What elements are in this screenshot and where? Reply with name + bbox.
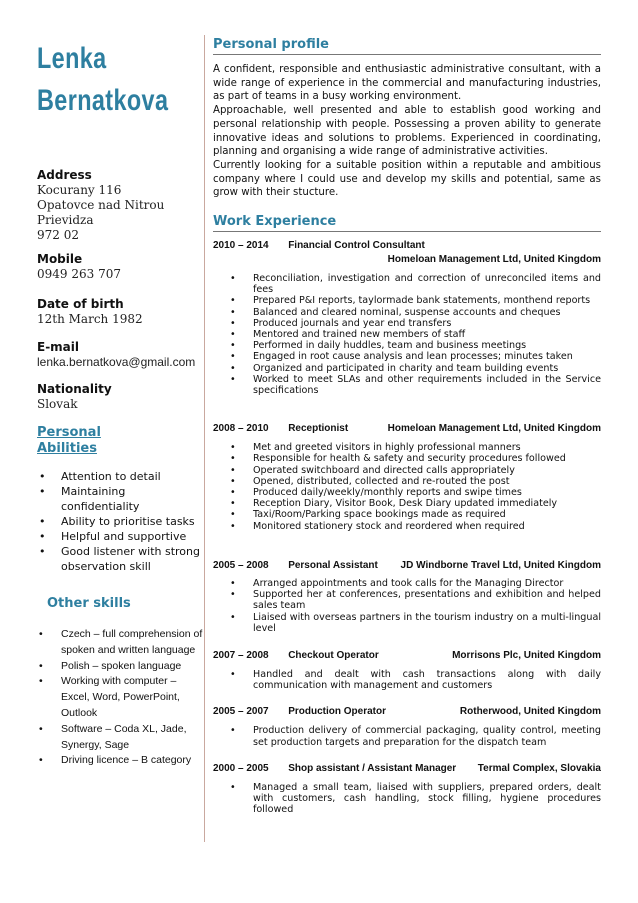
bullet-icon: • <box>230 668 236 680</box>
job-role: Financial Control Consultant <box>288 240 425 252</box>
list-item <box>37 529 202 544</box>
bullet-icon: • <box>230 362 236 374</box>
list-item <box>213 453 601 464</box>
nationality-value: Slovak <box>37 397 78 411</box>
bullet-icon: • <box>230 589 236 601</box>
skill-text: Polish – spoken language <box>61 659 182 672</box>
duty-text: Mentored and trained new members of staff <box>253 329 466 341</box>
profile-paragraph-1: A confident, responsible and enthusiastic administrative consultant, with a wide range of experience in the commercial and manufacturing industries, as part of teams in a busy working environment. <box>213 64 601 103</box>
list-item <box>213 374 601 396</box>
duty-text: Organized and participated in charity and team building events <box>253 362 559 374</box>
job-entry <box>213 422 601 532</box>
job-header <box>213 559 601 573</box>
bullet-icon: • <box>230 273 236 285</box>
bullet-icon: • <box>230 498 236 510</box>
duty-text: Prepared P&I reports, taylormade bank statements, monthend reports <box>253 295 591 307</box>
duty-text: Handled and dealt with cash transactions along with daily communication with management and customers <box>253 668 601 692</box>
duty-text: Balanced and cleared nominal, suspense accounts and cheques <box>253 306 561 318</box>
duty-text: Produced daily/weekly/monthly reports and swipe times <box>253 487 522 499</box>
list-item <box>37 544 202 574</box>
duty-text: Production delivery of commercial packaging, quality control, meeting set production targets and preparation for the dispatch team <box>253 725 601 748</box>
duty-text: Supported her at conferences, presentations and exhibition and helped sales team <box>253 589 601 612</box>
job-role: Receptionist <box>288 423 349 435</box>
bullet-icon: • <box>39 530 46 543</box>
job-duties <box>213 669 601 691</box>
bullet-icon: • <box>230 520 236 532</box>
bullet-icon: • <box>39 675 43 688</box>
duty-text: Monitored stationery stock and reordered when required <box>253 520 525 532</box>
address-line-4: 972 02 <box>37 228 79 242</box>
bullet-icon: • <box>230 295 236 307</box>
list-item <box>213 589 601 611</box>
bullet-icon: • <box>230 475 236 487</box>
bullet-icon: • <box>230 373 236 385</box>
list-item <box>213 318 601 329</box>
personal-abilities-title-line2: Abilities <box>37 441 97 456</box>
dob-label: Date of birth <box>37 297 124 311</box>
skill-text: Czech – full comprehension of spoken and written language <box>61 628 203 656</box>
list-item <box>213 465 601 476</box>
list-item <box>37 674 205 721</box>
duty-text: Operated switchboard and directed calls appropriately <box>253 464 515 476</box>
bullet-icon: • <box>39 515 46 528</box>
list-item <box>213 273 601 295</box>
duty-text: Performed in daily huddles, team and business meetings <box>253 340 527 352</box>
job-company: Homeloan Management Ltd, United Kingdom <box>387 254 601 266</box>
address-line-3: Prievidza <box>37 213 94 227</box>
duty-text: Opened, distributed, collected and re-routed the post <box>253 475 510 487</box>
job-entry <box>213 239 601 396</box>
job-entry <box>213 559 601 634</box>
bullet-icon: • <box>39 485 46 498</box>
address-line-2: Opatovce nad Nitrou <box>37 198 165 212</box>
duty-text: Reconciliation, investigation and correction of unreconciled items and fees <box>253 273 601 296</box>
last-name: Bernatkova <box>37 84 169 117</box>
job-company: JD Windborne Travel Ltd, United Kingdom <box>400 559 601 571</box>
job-header <box>213 239 601 253</box>
duty-text: Managed a small team, liaised with suppliers, prepared orders, dealt with customers, cash handling, stock filling, hygiene procedures followed <box>253 781 601 816</box>
list-item <box>37 659 205 675</box>
bullet-icon: • <box>39 628 43 640</box>
job-entry <box>213 649 601 691</box>
ability-text: Ability to prioritise tasks <box>61 515 195 528</box>
bullet-icon: • <box>230 611 236 623</box>
bullet-icon: • <box>230 306 236 318</box>
job-years: 2005 – 2007 <box>213 706 269 718</box>
list-item <box>213 725 601 747</box>
list-item <box>37 469 202 484</box>
job-role: Shop assistant / Assistant Manager <box>288 762 457 774</box>
job-years: 2000 – 2005 <box>213 762 269 774</box>
job-duties <box>213 725 601 747</box>
bullet-icon: • <box>39 722 43 735</box>
job-header <box>213 762 601 776</box>
email-section <box>37 340 195 370</box>
dob-section <box>37 297 143 327</box>
list-item <box>213 521 601 532</box>
mobile-section <box>37 252 121 282</box>
bullet-icon: • <box>230 317 236 329</box>
ability-text: Maintaining confidentiality <box>61 485 140 513</box>
address-section <box>37 168 164 243</box>
email-value: lenka.bernatkova@gmail.com <box>37 355 196 369</box>
duty-text: Arranged appointments and took calls for the Managing Director <box>253 577 564 589</box>
bullet-icon: • <box>230 725 236 737</box>
mobile-label: Mobile <box>37 252 83 266</box>
bullet-icon: • <box>39 470 46 483</box>
personal-abilities-title-line1: Personal <box>37 425 101 440</box>
list-item <box>37 722 205 754</box>
email-label: E-mail <box>37 340 80 354</box>
bullet-icon: • <box>230 577 236 589</box>
profile-paragraph-2: Approachable, well presented and able to establish good working and personal relationship with people. Possessing a proven ability to generate innovative ideas and solutions to problems. Experienced in coordinating, planning and organising a wide range of administrative activities. <box>213 105 601 158</box>
job-years: 2010 – 2014 <box>213 240 269 252</box>
ability-text: Helpful and supportive <box>61 530 187 543</box>
list-item <box>213 669 601 691</box>
bullet-icon: • <box>39 754 43 767</box>
job-years: 2005 – 2008 <box>213 559 269 571</box>
bullet-icon: • <box>39 545 46 558</box>
mobile-value: 0949 263 707 <box>37 267 121 281</box>
list-item <box>37 514 202 529</box>
list-item <box>213 487 601 498</box>
duty-text: Engaged in root cause analysis and lean processes; minutes taken <box>253 351 573 363</box>
list-item <box>213 476 601 487</box>
job-company: Rotherwood, United Kingdom <box>459 706 601 718</box>
bullet-icon: • <box>230 340 236 352</box>
bullet-icon: • <box>230 351 236 363</box>
list-item <box>213 340 601 351</box>
duty-text: Taxi/Room/Parking space bookings made as required <box>253 509 506 521</box>
duty-text: Produced journals and year end transfers <box>253 317 452 329</box>
list-item <box>213 329 601 340</box>
job-duties <box>213 578 601 634</box>
personal-abilities-list <box>37 469 202 574</box>
job-entry <box>213 705 601 747</box>
bullet-icon: • <box>230 329 236 341</box>
other-skills-title: Other skills <box>47 596 131 611</box>
bullet-icon: • <box>230 464 236 476</box>
job-header <box>213 422 601 436</box>
profile-title: Personal profile <box>213 36 601 55</box>
bullet-icon: • <box>230 781 236 793</box>
list-item <box>213 307 601 318</box>
duty-text: Reception Diary, Visitor Book, Desk Diary updated immediately <box>253 498 558 510</box>
work-title: Work Experience <box>213 213 601 232</box>
nationality-section <box>37 382 112 412</box>
duty-text: Met and greeted visitors in highly professional manners <box>253 442 521 454</box>
list-item <box>213 442 601 453</box>
list-item <box>213 295 601 306</box>
job-duties <box>213 442 601 532</box>
skill-text: Working with computer – Excel, Word, PowerPoint, Outlook <box>61 675 180 719</box>
list-item <box>213 351 601 362</box>
first-name: Lenka <box>37 42 107 75</box>
skill-text: Software – Coda XL, Jade, Synergy, Sage <box>61 722 187 751</box>
address-label: Address <box>37 168 92 182</box>
nationality-label: Nationality <box>37 382 112 396</box>
list-item <box>213 782 601 816</box>
job-duties <box>213 782 601 816</box>
list-item <box>37 627 205 659</box>
list-item <box>37 484 202 514</box>
skill-text: Driving licence – B category <box>61 754 192 767</box>
name-heading <box>37 38 169 122</box>
job-years: 2007 – 2008 <box>213 649 269 661</box>
right-column <box>213 36 601 815</box>
job-header <box>213 649 601 663</box>
duty-text: Liaised with overseas partners in the tourism industry on a multi-lingual level <box>253 611 601 634</box>
list-item <box>37 753 205 769</box>
left-column <box>37 38 203 767</box>
personal-abilities-title <box>37 425 101 457</box>
job-years: 2008 – 2010 <box>213 423 269 435</box>
job-header <box>213 705 601 719</box>
list-item <box>213 612 601 634</box>
job-role: Checkout Operator <box>288 649 379 661</box>
duty-text: Worked to meet SLAs and other requirements included in the Service specifications <box>253 373 601 397</box>
job-role: Production Operator <box>288 706 386 718</box>
column-divider <box>204 35 205 842</box>
bullet-icon: • <box>230 509 236 521</box>
job-company: Termal Complex, Slovakia <box>477 762 601 774</box>
list-item <box>213 363 601 374</box>
job-entry <box>213 762 601 816</box>
duty-text: Responsible for health & safety and security procedures followed <box>253 453 566 465</box>
list-item <box>213 498 601 509</box>
other-skills-list <box>37 627 205 769</box>
dob-value: 12th March 1982 <box>37 312 143 326</box>
bullet-icon: • <box>230 442 236 454</box>
job-company: Homeloan Management Ltd, United Kingdom <box>387 423 601 435</box>
list-item <box>213 509 601 520</box>
bullet-icon: • <box>230 453 236 465</box>
list-item <box>213 578 601 589</box>
ability-text: Good listener with strong observation skill <box>61 545 200 573</box>
address-line-1: Kocurany 116 <box>37 183 122 197</box>
bullet-icon: • <box>39 659 43 672</box>
job-company: Morrisons Plc, United Kingdom <box>452 649 601 661</box>
bullet-icon: • <box>230 487 236 499</box>
job-duties <box>213 273 601 396</box>
profile-paragraph-3: Currently looking for a suitable position within a reputable and ambitious company where I could use and develop my skills and potential, same as grow with their stucture. <box>213 159 601 199</box>
ability-text: Attention to detail <box>61 470 161 483</box>
job-role: Personal Assistant <box>288 559 378 571</box>
